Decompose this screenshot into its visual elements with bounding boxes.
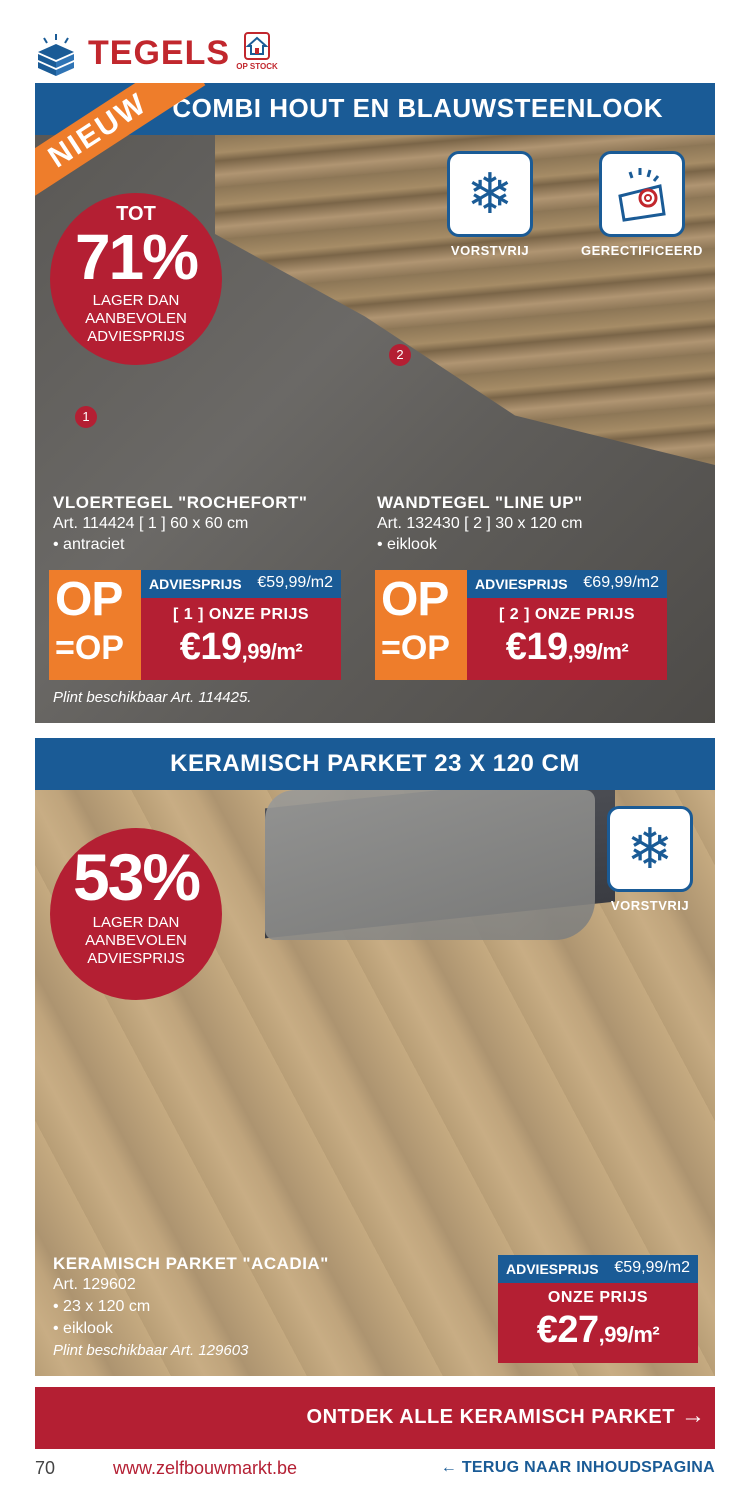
advies-bar bbox=[141, 570, 341, 598]
our-price bbox=[498, 1309, 698, 1352]
op-sub-label: =OP bbox=[381, 629, 450, 667]
our-price-main: €19 bbox=[505, 626, 568, 668]
feature-label: VORSTVRIJ bbox=[450, 243, 530, 258]
discount-prefix: TOT bbox=[116, 203, 156, 225]
op-sub-label: =OP bbox=[55, 629, 124, 667]
our-price-main: €27 bbox=[536, 1309, 599, 1351]
our-price-box bbox=[141, 598, 341, 680]
discount-value: 71% bbox=[74, 221, 198, 293]
new-ribbon: NIEUW bbox=[35, 83, 205, 210]
discount-line-3: ADVIESPRIJS bbox=[87, 950, 185, 967]
our-price-main: €19 bbox=[179, 626, 242, 668]
combi-section bbox=[35, 83, 715, 723]
our-price-box bbox=[467, 598, 667, 680]
product-article: Art. 129602 bbox=[53, 1276, 136, 1293]
advies-bar bbox=[498, 1255, 698, 1283]
combi-title: COMBI HOUT EN BLAUWSTEENLOOK bbox=[172, 93, 663, 123]
advies-price: €69,99/m2 bbox=[583, 574, 659, 591]
advies-label: ADVIESPRIJS bbox=[475, 576, 568, 592]
product-rochefort bbox=[53, 493, 307, 555]
op-stock-label: OP STOCK bbox=[236, 62, 278, 71]
discount-line-2: AANBEVOLEN bbox=[85, 310, 187, 327]
price-block-line-up bbox=[375, 570, 667, 680]
discount-line-1: LAGER DAN bbox=[92, 292, 180, 309]
our-price-cents: ,99/m² bbox=[567, 639, 629, 664]
product-name: VLOERTEGEL "ROCHEFORT" bbox=[53, 493, 308, 512]
tiles-stack-icon bbox=[36, 32, 76, 76]
feature-vorstvrij bbox=[607, 806, 693, 913]
snowflake-icon: ❄ bbox=[607, 806, 693, 892]
op-stock-badge bbox=[234, 32, 280, 71]
product-article: Art. 114424 [ 1 ] 60 x 60 cm bbox=[53, 515, 249, 532]
our-price-label: [ 1 ] ONZE PRIJS bbox=[172, 606, 310, 623]
price-block-rochefort bbox=[49, 570, 341, 680]
op-label: OP bbox=[55, 573, 123, 626]
back-to-contents-link[interactable] bbox=[441, 1459, 715, 1477]
product-color: • eiklook bbox=[377, 536, 437, 553]
plint-note: Plint beschikbaar Art. 114425. bbox=[53, 689, 252, 706]
marker-2: 2 bbox=[389, 344, 411, 366]
parket-banner: KERAMISCH PARKET 23 X 120 CM bbox=[35, 738, 715, 790]
our-price bbox=[467, 626, 667, 669]
rectified-tile-icon bbox=[599, 151, 685, 237]
feature-label: GERECTIFICEERD bbox=[581, 243, 703, 258]
discover-parket-button[interactable] bbox=[35, 1387, 715, 1449]
our-price-cents: ,99/m² bbox=[598, 1322, 660, 1347]
product-article: Art. 132430 [ 2 ] 30 x 120 cm bbox=[377, 515, 583, 532]
our-price-box bbox=[498, 1283, 698, 1363]
arrow-left-icon: ← bbox=[440, 1459, 458, 1476]
our-price-label: ONZE PRIJS bbox=[547, 1289, 649, 1306]
feature-label: VORSTVRIJ bbox=[610, 898, 690, 913]
house-stock-icon bbox=[244, 32, 270, 60]
op-is-op-badge bbox=[49, 570, 141, 680]
blanket-photo bbox=[265, 790, 595, 940]
website-link[interactable]: www.zelfbouwmarkt.be bbox=[113, 1458, 298, 1478]
advies-price: €59,99/m2 bbox=[257, 574, 333, 591]
marker-1: 1 bbox=[75, 406, 97, 428]
page-footer bbox=[35, 1456, 715, 1484]
product-line-up bbox=[377, 493, 583, 555]
arrow-right-icon: → bbox=[681, 1402, 705, 1429]
page-number: 70 bbox=[35, 1458, 56, 1478]
plint-note: Plint beschikbaar Art. 129603 bbox=[53, 1342, 249, 1359]
category-title: TEGELS bbox=[88, 34, 231, 72]
our-price-cents: ,99/m² bbox=[241, 639, 303, 664]
op-label: OP bbox=[381, 573, 449, 626]
advies-label: ADVIESPRIJS bbox=[506, 1261, 599, 1277]
advies-bar bbox=[467, 570, 667, 598]
feature-vorstvrij bbox=[447, 151, 533, 258]
feature-gerectificeerd bbox=[581, 151, 703, 258]
price-block-acadia bbox=[498, 1255, 698, 1363]
advies-price: €59,99/m2 bbox=[614, 1259, 690, 1276]
discount-badge-71 bbox=[50, 193, 222, 365]
product-acadia bbox=[53, 1254, 329, 1362]
product-size: • 23 x 120 cm bbox=[53, 1298, 151, 1315]
discount-line-3: ADVIESPRIJS bbox=[87, 328, 185, 345]
advies-label: ADVIESPRIJS bbox=[149, 576, 242, 592]
discount-line-2: AANBEVOLEN bbox=[85, 932, 187, 949]
discount-badge-53 bbox=[50, 828, 222, 1000]
product-color: • antraciet bbox=[53, 536, 125, 553]
back-to-contents-label: TERUG NAAR INHOUDSPAGINA bbox=[461, 1459, 715, 1476]
product-color: • eiklook bbox=[53, 1320, 113, 1337]
discount-value: 53% bbox=[72, 840, 200, 914]
our-price-label: [ 2 ] ONZE PRIJS bbox=[498, 606, 636, 623]
page-header bbox=[36, 28, 716, 82]
discount-line-1: LAGER DAN bbox=[92, 914, 180, 931]
op-is-op-badge bbox=[375, 570, 467, 680]
our-price bbox=[141, 626, 341, 669]
parket-section bbox=[35, 738, 715, 1376]
discover-parket-label: ONTDEK ALLE KERAMISCH PARKET bbox=[306, 1406, 675, 1428]
product-name: KERAMISCH PARKET "ACADIA" bbox=[53, 1254, 329, 1273]
product-name: WANDTEGEL "LINE UP" bbox=[377, 493, 583, 512]
snowflake-icon: ❄ bbox=[447, 151, 533, 237]
